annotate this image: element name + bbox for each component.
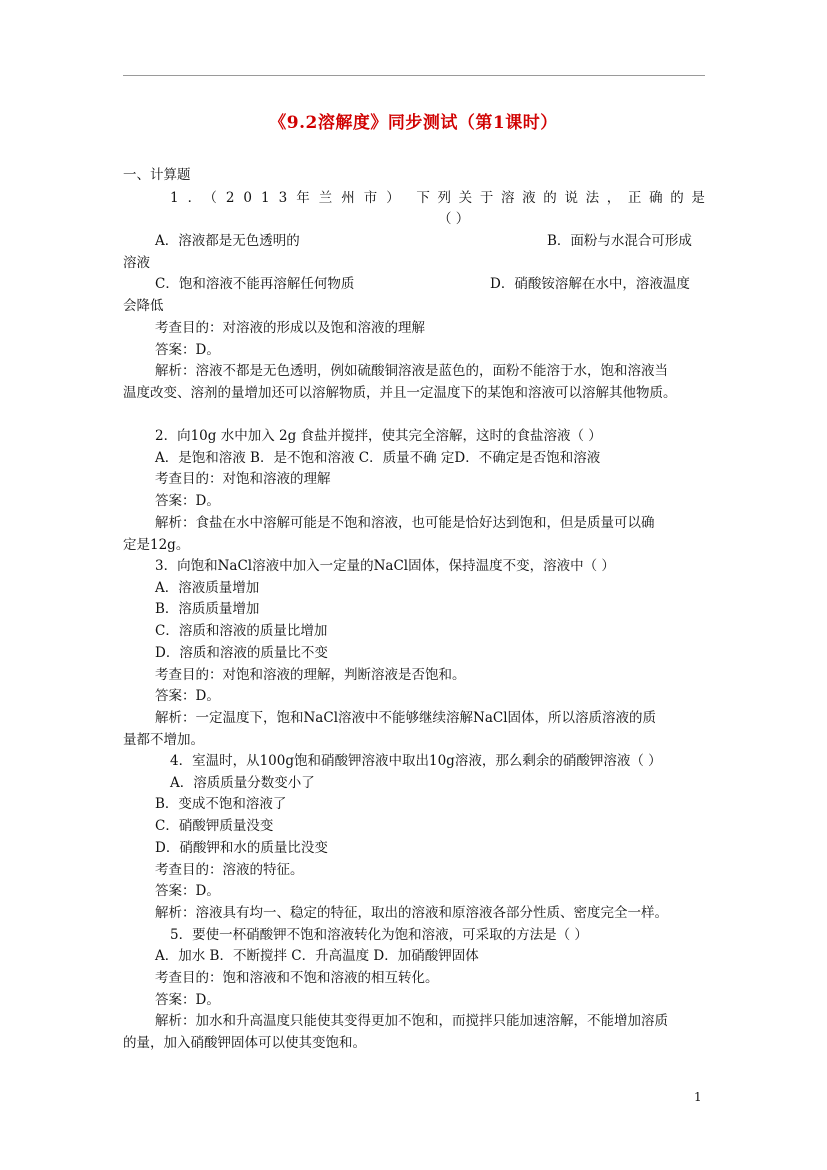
q2-purpose: 考查目的：对饱和溶液的理解	[155, 471, 331, 487]
q5-analysis-line1: 解析：加水和升高温度只能使其变得更加不饱和，而搅拌只能加速溶解，不能增加溶质	[155, 1013, 668, 1029]
q1-prefix: 1．（2013年兰州市）	[170, 190, 409, 206]
q3-analysis-line1: 解析：一定温度下，饱和NaCl溶液中不能够继续溶解NaCl固体，所以溶质溶液的质	[155, 710, 657, 726]
header-rule	[123, 75, 705, 76]
q4-stem: 4．室温时，从100g饱和硝酸钾溶液中取出10g溶液，那么剩余的硝酸钾溶液（ ）	[170, 753, 662, 769]
q1-option-d: D．硝酸铵溶解在水中，溶液温度	[490, 276, 690, 292]
q1-option-b: B．面粉与水混合可形成	[547, 233, 692, 249]
q4-option-d: D．硝酸钾和水的质量比没变	[155, 840, 328, 856]
q3-answer: 答案：D。	[155, 688, 220, 704]
q4-option-a: A．溶质质量分数变小了	[170, 775, 315, 791]
q5-options: A．加水 B．不断搅拌 C．升高温度 D．加硝酸钾固体	[155, 948, 479, 964]
q5-answer: 答案：D。	[155, 992, 220, 1008]
q1-purpose: 考查目的：对溶液的形成以及饱和溶液的理解	[155, 320, 425, 336]
q3-option-d: D．溶质和溶液的质量比不变	[155, 645, 328, 661]
q3-option-c: C．溶质和溶液的质量比增加	[155, 623, 328, 639]
q2-answer: 答案：D。	[155, 493, 220, 509]
q1-analysis-line1: 解析：溶液不都是无色透明，例如硫酸铜溶液是蓝色的，面粉不能溶于水，饱和溶液当	[155, 363, 668, 379]
q2-analysis-line1: 解析：食盐在水中溶解可能是不饱和溶液，也可能是恰好达到饱和，但是质量可以确	[155, 515, 655, 531]
q1-analysis-line2: 温度改变、溶剂的量增加还可以溶解物质，并且一定温度下的某饱和溶液可以溶解其他物质。	[123, 385, 677, 401]
q4-answer: 答案：D。	[155, 883, 220, 899]
q4-analysis: 解析：溶液具有均一、稳定的特征，取出的溶液和原溶液各部分性质、密度完全一样。	[155, 905, 668, 921]
q1-option-a: A．溶液都是无色透明的	[155, 233, 300, 249]
q4-option-b: B．变成不饱和溶液了	[155, 796, 287, 812]
page-title: 《9.2溶解度》同步测试（第1课时）	[269, 113, 558, 133]
q1-option-d-cont: 会降低	[123, 298, 164, 314]
q1-answer-paren: （ ）	[438, 211, 470, 227]
q1-stem: 1．（2013年兰州市） 下 列 关 于 溶 液 的 说 法 ， 正 确 的 是	[170, 190, 705, 206]
q4-purpose: 考查目的：溶液的特征。	[155, 862, 304, 878]
q2-stem: 2．向10g 水中加入 2g 食盐并搅拌，使其完全溶解，这时的食盐溶液（ ）	[155, 428, 602, 444]
q4-option-c: C．硝酸钾质量没变	[155, 818, 274, 834]
q3-option-b: B．溶质质量增加	[155, 601, 260, 617]
q5-purpose: 考查目的：饱和溶液和不饱和溶液的相互转化。	[155, 970, 439, 986]
q5-stem: 5．要使一杯硝酸钾不饱和溶液转化为饱和溶液，可采取的方法是（ ）	[170, 927, 588, 943]
q5-analysis-line2: 的量，加入硝酸钾固体可以使其变饱和。	[123, 1035, 366, 1051]
q1-answer: 答案：D。	[155, 342, 220, 358]
q2-options: A．是饱和溶液 B．是不饱和溶液 C．质量不确 定D．不确定是否饱和溶液	[155, 450, 601, 466]
q3-purpose: 考查目的：对饱和溶液的理解，判断溶液是否饱和。	[155, 667, 466, 683]
q1-option-b-cont: 溶液	[123, 255, 150, 271]
q3-analysis-line2: 量都不增加。	[123, 732, 204, 748]
q3-option-a: A．溶液质量增加	[155, 580, 260, 596]
page-number: 1	[694, 1090, 702, 1104]
q3-stem: 3．向饱和NaCl溶液中加入一定量的NaCl固体，保持温度不变，溶液中（ ）	[155, 558, 615, 574]
section-heading: 一、计算题	[123, 167, 191, 183]
q1-option-c: C．饱和溶液不能再溶解任何物质	[155, 276, 355, 292]
q2-analysis-line2: 定是12g。	[123, 537, 190, 553]
